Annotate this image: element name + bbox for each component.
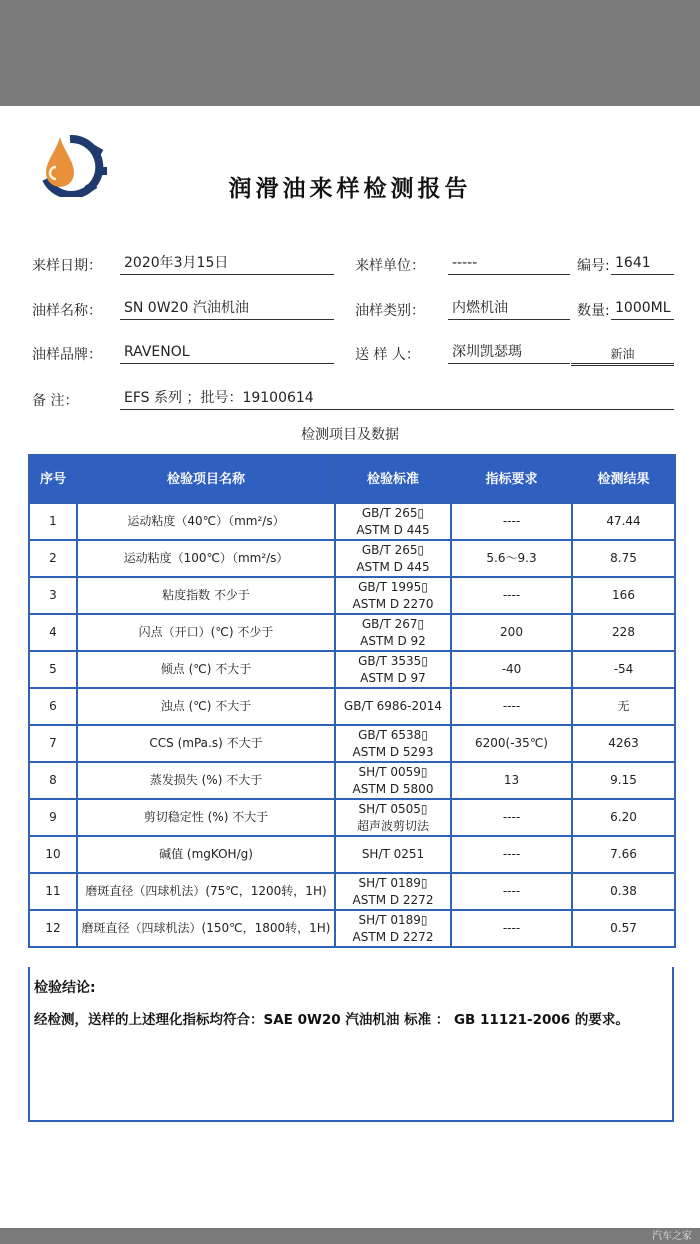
standard-line-2: ASTM D 2272 (352, 892, 434, 907)
standard-line-1: GB/T 1995▯ (358, 579, 428, 594)
standard-line-2: ASTM D 5293 (352, 744, 434, 759)
note-value: EFS 系列 ；批号：19100614 (120, 388, 674, 410)
standard-line-2: ASTM D 92 (360, 633, 426, 648)
row-number: 9 (29, 799, 77, 836)
row-standard (335, 503, 451, 540)
table-row (29, 651, 675, 688)
row-item: 碱值 (mgKOH/g) (77, 836, 335, 873)
standard-line-1: GB/T 6986-2014 (343, 699, 443, 713)
standard-line-1: SH/T 0251 (361, 847, 425, 861)
table-row (29, 910, 675, 947)
row-standard (335, 614, 451, 651)
conclusion-text: 经检测，送样的上述理化指标均符合：SAE 0W20 汽油机油 标准 ： GB 11121-2006 的要求。 (34, 1012, 629, 1028)
conclusion-title: 检验结论: (34, 980, 96, 996)
row-result: 47.44 (572, 503, 675, 540)
row-number: 7 (29, 725, 77, 762)
row-number: 6 (29, 688, 77, 725)
row-number: 12 (29, 910, 77, 947)
standard-line-2: ASTM D 445 (356, 522, 430, 537)
row-result: 无 (572, 688, 675, 725)
table-row (29, 688, 675, 725)
brand-label: 油样品牌： (32, 347, 102, 363)
quantity-label: 数量: (577, 303, 610, 319)
table-row (29, 836, 675, 873)
table-row (29, 503, 675, 540)
row-standard (335, 799, 451, 836)
quantity-value: 1000ML (611, 298, 674, 320)
row-requirement: 5.6～9.3 (451, 540, 572, 577)
row-number: 5 (29, 651, 77, 688)
standard-line-2: ASTM D 445 (356, 559, 430, 574)
type-value: 内燃机油 (448, 298, 570, 320)
standard-line-1: GB/T 265▯ (361, 505, 425, 520)
row-number: 4 (29, 614, 77, 651)
row-requirement: -40 (451, 651, 572, 688)
standard-line-1: SH/T 0505▯ (358, 801, 428, 816)
header-requirement: 指标要求 (451, 455, 572, 503)
report-title: 润滑油来样检测报告 (228, 175, 472, 202)
row-requirement: 6200(-35℃) (451, 725, 572, 762)
header-standard: 检验标准 (335, 455, 451, 503)
row-standard (335, 725, 451, 762)
header-no: 序号 (29, 455, 77, 503)
row-requirement: ---- (451, 873, 572, 910)
date-label: 来样日期： (32, 258, 102, 274)
table-row (29, 614, 675, 651)
row-standard (335, 651, 451, 688)
row-number: 10 (29, 836, 77, 873)
top-bar (0, 0, 700, 106)
condition-value: 新油 (571, 344, 674, 366)
row-item: 磨斑直径（四球机法）(75℃，1200转，1H) (77, 873, 335, 910)
standard-line-2: 超声波剪切法 (356, 818, 429, 833)
standard-line-1: GB/T 6538▯ (358, 727, 428, 742)
row-standard (335, 762, 451, 799)
row-item: 蒸发损失 (%) 不大于 (77, 762, 335, 799)
test-results-table (28, 454, 676, 948)
unit-value: ----- (448, 253, 570, 275)
standard-line-2: ASTM D 97 (360, 670, 426, 685)
row-number: 11 (29, 873, 77, 910)
bottom-bar (0, 1228, 700, 1244)
row-item: 浊点 (℃) 不大于 (77, 688, 335, 725)
table-row (29, 577, 675, 614)
standard-line-1: GB/T 265▯ (361, 542, 425, 557)
row-standard (335, 836, 451, 873)
standard-line-1: SH/T 0189▯ (358, 875, 428, 890)
row-standard (335, 688, 451, 725)
number-value: 1641 (611, 253, 674, 275)
table-row (29, 725, 675, 762)
row-item: 运动粘度（100℃）（mm²/s） (77, 540, 335, 577)
standard-line-1: SH/T 0059▯ (358, 764, 428, 779)
row-standard (335, 910, 451, 947)
table-row (29, 762, 675, 799)
row-result: 8.75 (572, 540, 675, 577)
row-result: 4263 (572, 725, 675, 762)
table-row (29, 540, 675, 577)
row-result: 0.38 (572, 873, 675, 910)
standard-line-2: ASTM D 5800 (352, 781, 434, 796)
watermark: 汽车之家 (652, 1231, 692, 1242)
row-standard (335, 540, 451, 577)
row-item: 运动粘度（40℃）（mm²/s） (77, 503, 335, 540)
standard-line-2: ASTM D 2272 (352, 929, 434, 944)
sender-label: 送 样 人： (355, 347, 420, 363)
row-item: CCS (mPa.s) 不大于 (77, 725, 335, 762)
table-header-row (29, 455, 675, 503)
name-value: SN 0W20 汽油机油 (120, 298, 334, 320)
row-item: 磨斑直径（四球机法）(150℃，1800转，1H) (77, 910, 335, 947)
conclusion-box (28, 967, 674, 1122)
row-requirement: 13 (451, 762, 572, 799)
row-number: 3 (29, 577, 77, 614)
row-standard (335, 873, 451, 910)
row-number: 8 (29, 762, 77, 799)
row-requirement: ---- (451, 503, 572, 540)
row-item: 粘度指数 不少于 (77, 577, 335, 614)
standard-line-1: GB/T 3535▯ (358, 653, 428, 668)
name-label: 油样名称： (32, 303, 102, 319)
standard-line-1: GB/T 267▯ (361, 616, 425, 631)
row-requirement: ---- (451, 577, 572, 614)
table-row (29, 873, 675, 910)
row-result: 7.66 (572, 836, 675, 873)
row-standard (335, 577, 451, 614)
row-result: -54 (572, 651, 675, 688)
row-requirement: ---- (451, 688, 572, 725)
row-requirement: ---- (451, 910, 572, 947)
row-number: 1 (29, 503, 77, 540)
row-item: 剪切稳定性 (%) 不大于 (77, 799, 335, 836)
type-label: 油样类别： (355, 303, 425, 319)
row-result: 6.20 (572, 799, 675, 836)
row-result: 166 (572, 577, 675, 614)
note-label: 备 注： (32, 393, 79, 409)
row-item: 闪点（开口）(℃) 不少于 (77, 614, 335, 651)
row-number: 2 (29, 540, 77, 577)
standard-line-2: ASTM D 2270 (352, 596, 434, 611)
date-value: 2020年3月15日 (120, 253, 334, 275)
row-requirement: 200 (451, 614, 572, 651)
row-requirement: ---- (451, 836, 572, 873)
table-subtitle: 检测项目及数据 (301, 427, 399, 443)
sender-value: 深圳凯瑟瑪 (448, 342, 570, 364)
header-result: 检测结果 (572, 455, 675, 503)
row-requirement: ---- (451, 799, 572, 836)
header-item: 检验项目名称 (77, 455, 335, 503)
row-item: 倾点 (℃) 不大于 (77, 651, 335, 688)
brand-value: RAVENOL (120, 342, 334, 364)
number-label: 编号: (577, 258, 610, 274)
standard-line-1: SH/T 0189▯ (358, 912, 428, 927)
unit-label: 来样单位： (355, 258, 425, 274)
row-result: 0.57 (572, 910, 675, 947)
table-row (29, 799, 675, 836)
row-result: 9.15 (572, 762, 675, 799)
row-result: 228 (572, 614, 675, 651)
